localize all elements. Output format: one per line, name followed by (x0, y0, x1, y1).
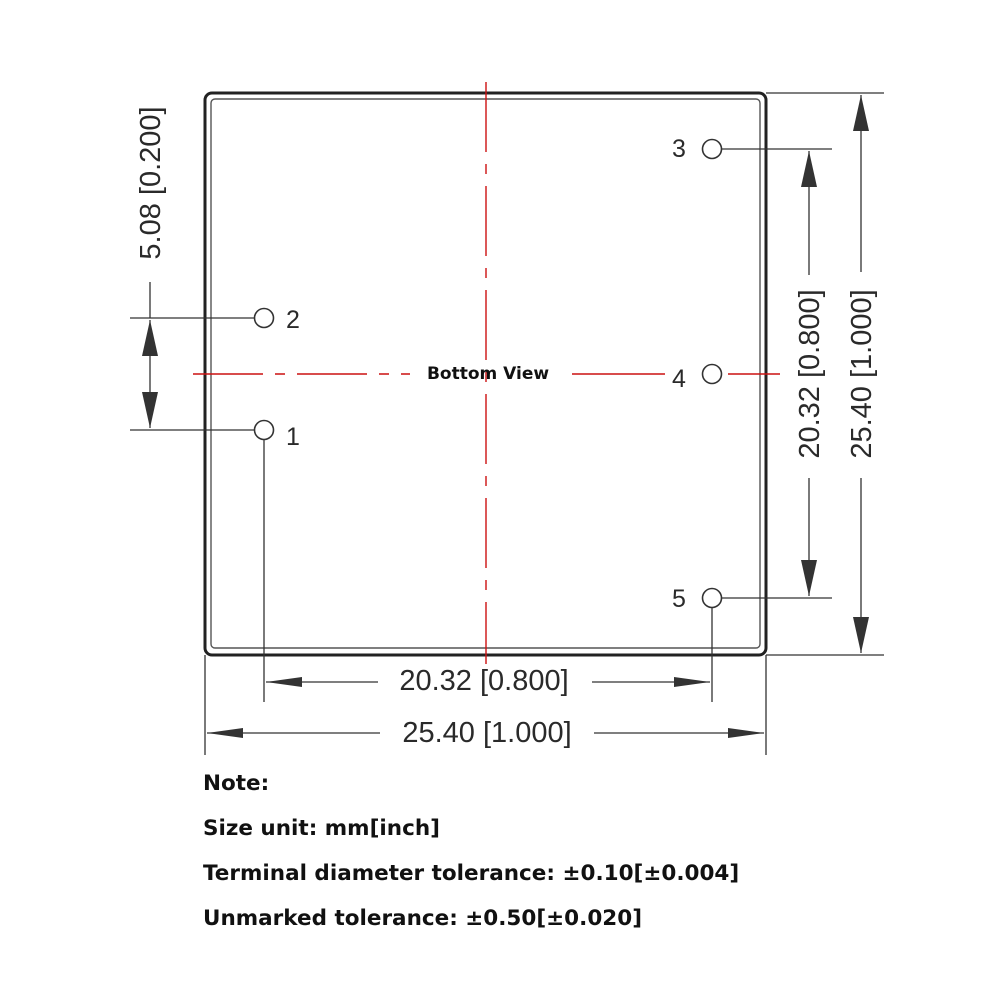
pin-1-label: 1 (286, 423, 300, 451)
dim-label-20-32-horizontal: 20.32 [0.800] (399, 665, 569, 697)
notes-block (203, 768, 739, 948)
pin-5-label: 5 (672, 585, 686, 613)
dim-label-25-40-horizontal: 25.40 [1.000] (402, 717, 572, 749)
pin-2-label: 2 (286, 306, 300, 334)
notes-heading: Note: (203, 771, 270, 796)
view-label: Bottom View (426, 364, 550, 384)
pin-4-label: 4 (672, 365, 686, 393)
dim-label-25-40-vertical: 25.40 [1.000] (846, 289, 878, 459)
note-size-unit: Size unit: mm[inch] (203, 816, 440, 841)
pin-1-circle (255, 421, 274, 440)
pin-3-label: 3 (672, 135, 686, 163)
pin-5-circle (703, 589, 722, 608)
dim-label-20-32-vertical: 20.32 [0.800] (794, 289, 826, 459)
pin-3-circle (703, 140, 722, 159)
dim-label-5-08: 5.08 [0.200] (135, 106, 167, 260)
note-unmarked-tolerance: Unmarked tolerance: ±0.50[±0.020] (203, 906, 643, 931)
note-terminal-tolerance: Terminal diameter tolerance: ±0.10[±0.004] (203, 861, 740, 886)
pin-4-circle (703, 365, 722, 384)
pin-2-circle (255, 309, 274, 328)
